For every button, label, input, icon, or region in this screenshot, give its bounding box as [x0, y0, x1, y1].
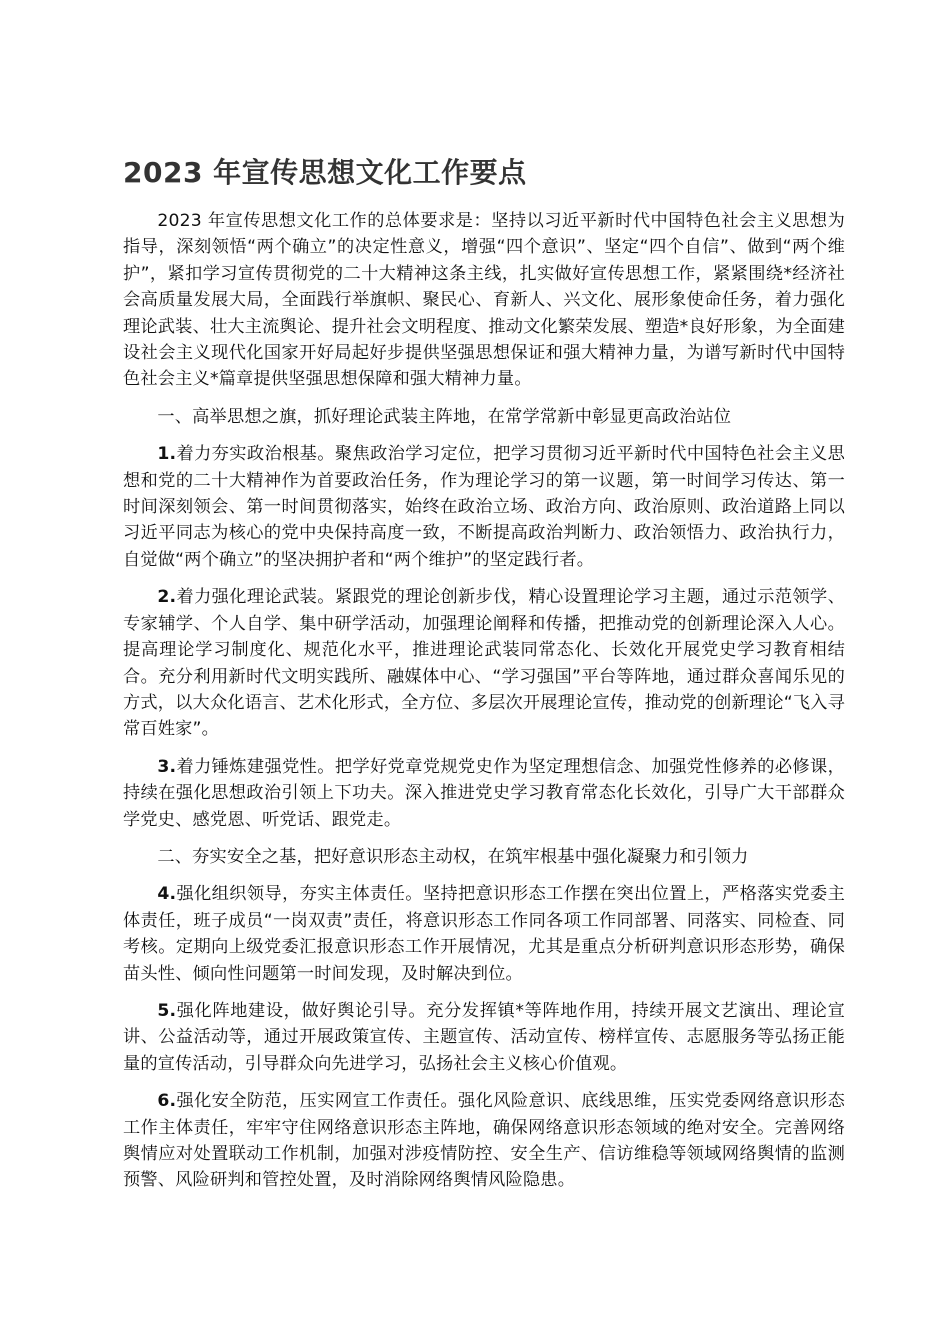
list-item [123, 881, 845, 987]
list-item [123, 754, 845, 833]
page-title: 2023 年宣传思想文化工作要点 [123, 156, 527, 189]
item-number: 5. [157, 1000, 177, 1021]
item-number: 1. [157, 444, 177, 465]
list-item [123, 441, 845, 573]
list-item [123, 998, 845, 1077]
item-text: 强化安全防范，压实网宣工作责任。强化风险意识、底线思维，压实党委网络意识形态工作主体责任，牢牢守住网络意识形态主阵地，确保网络意识形态领域的绝对安全。完善网络舆情应对处置联动工作机制，加强对涉疫情防控、安全生产、信访维稳等领域网络舆情的监测预警、风险研判和管控处置，及时消除网络舆情风险隐患。 [123, 1091, 845, 1191]
item-text: 强化阵地建设，做好舆论引导。充分发挥镇*等阵地作用，持续开展文艺演出、理论宣讲、公益活动等，通过开展政策宣传、主题宣传、活动宣传、榜样宣传、志愿服务等弘扬正能量的宣传活动，引导群众向先进学习，弘扬社会主义核心价值观。 [123, 1000, 845, 1074]
section-heading-1: 一、高举思想之旗，抓好理论武装主阵地，在常学常新中彰显更高政治站位 [157, 406, 732, 427]
list-item [123, 1088, 845, 1194]
list-item [123, 584, 845, 742]
item-text: 强化组织领导，夯实主体责任。坚持把意识形态工作摆在突出位置上，严格落实党委主体责任，班子成员“一岗双责”责任，将意识形态工作同各项工作同部署、同落实、同检查、同考核。定期向上级党委汇报意识形态工作开展情况，尤其是重点分析研判意识形态形势，确保苗头性、倾向性问题第一时间发现，及时解决到位。 [123, 884, 845, 984]
document-body [123, 208, 845, 1205]
section-heading-2: 二、夯实安全之基，把好意识形态主动权，在筑牢根基中强化凝聚力和引领力 [157, 846, 749, 867]
item-text: 着力锤炼建强党性。把学好党章党规党史作为坚定理想信念、加强党性修养的必修课，持续在强化思想政治引领上下功夫。深入推进党史学习教育常态化长效化，引导广大干部群众学党史、感党恩、听党话、跟党走。 [123, 756, 845, 830]
item-text: 着力夯实政治根基。聚焦政治学习定位，把学习贯彻习近平新时代中国特色社会主义思想和党的二十大精神作为首要政治任务，作为理论学习的第一议题，第一时间学习传达、第一时间深刻领会、第一时间贯彻落实，始终在政治立场、政治方向、政治原则、政治道路上同以习近平同志为核心的党中央保持高度一致，不断提高政治判断力、政治领悟力、政治执行力，自觉做“两个确立”的坚决拥护者和“两个维护”的坚定践行者。 [123, 444, 845, 570]
item-number: 2. [157, 587, 177, 608]
item-number: 4. [157, 884, 177, 905]
item-number: 6. [157, 1091, 177, 1112]
item-number: 3. [157, 756, 177, 777]
intro-paragraph: 2023 年宣传思想文化工作的总体要求是：坚持以习近平新时代中国特色社会主义思想为指导，深刻领悟“两个确立”的决定性意义，增强“四个意识”、坚定“四个自信”、做到“两个维护”，紧扣学习宣传贯彻党的二十大精神这条主线，扎实做好宣传思想工作，紧紧围绕*经济社会高质量发展大局，全面践行举旗帜、聚民心、育新人、兴文化、展形象使命任务，着力强化理论武装、壮大主流舆论、提升社会文明程度、推动文化繁荣发展、塑造*良好形象，为全面建设社会主义现代化国家开好局起好步提供坚强思想保证和强大精神力量，为谱写新时代中国特色社会主义*篇章提供坚强思想保障和强大精神力量。 [123, 211, 845, 390]
item-text: 着力强化理论武装。紧跟党的理论创新步伐，精心设置理论学习主题，通过示范领学、专家辅学、个人自学、集中研学活动，加强理论阐释和传播，把推动党的创新理论深入人心。提高理论学习制度化、规范化水平，推进理论武装同常态化、长效化开展党史学习教育相结合。充分利用新时代文明实践所、融媒体中心、“学习强国”平台等阵地，通过群众喜闻乐见的方式，以大众化语言、艺术化形式，全方位、多层次开展理论宣传，推动党的创新理论“飞入寻常百姓家”。 [123, 587, 845, 740]
